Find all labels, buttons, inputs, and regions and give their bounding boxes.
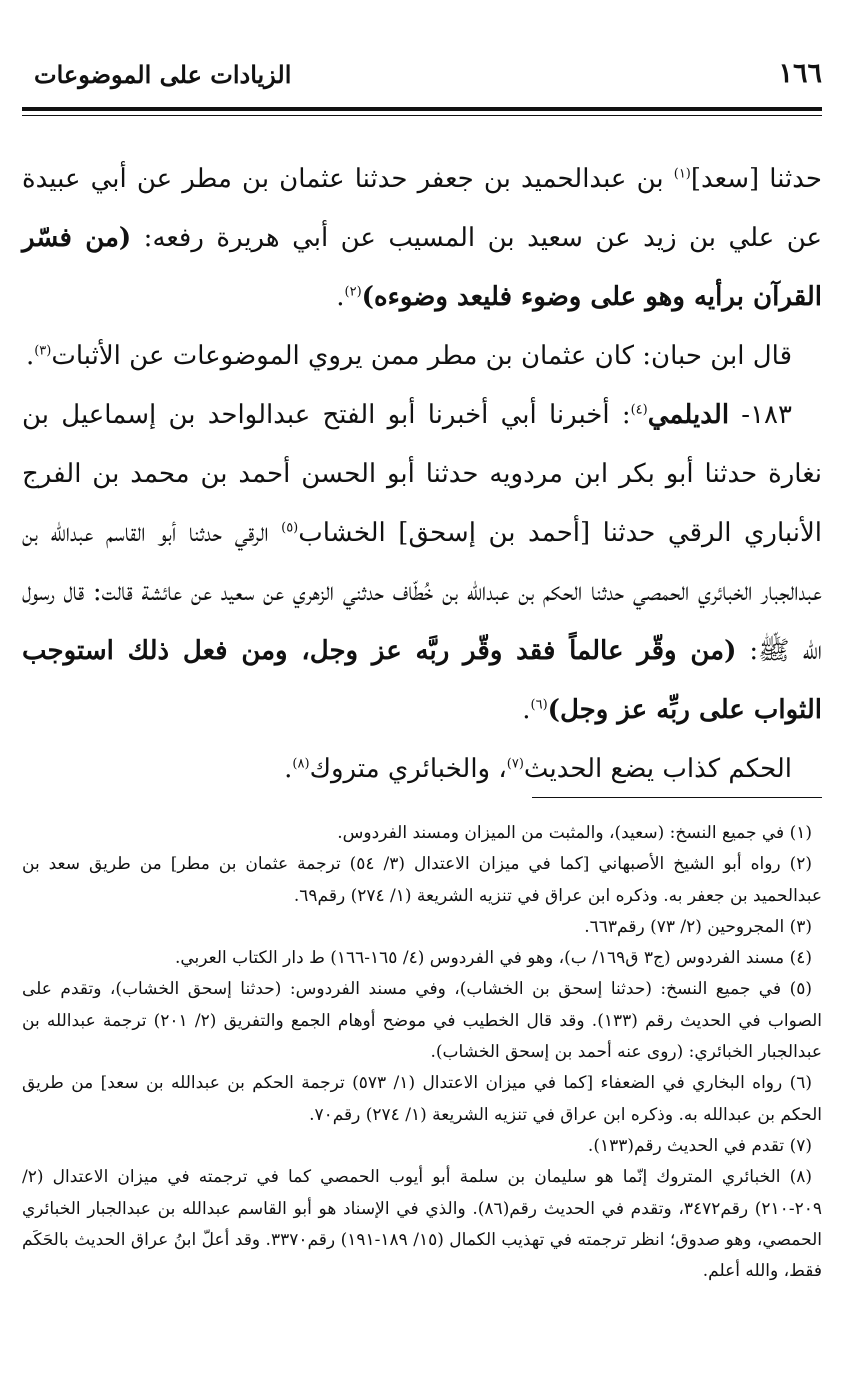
footnote-marker: (٦) xyxy=(530,697,548,713)
footnotes xyxy=(22,818,822,1287)
running-title: الزيادات على الموضوعات xyxy=(34,60,292,89)
text-run: الحكم كذاب يضع الحديث xyxy=(523,754,792,784)
hadith-text: (من فسّر القرآن برأيه وهو على وضوء فليعد وضوءه) xyxy=(22,223,822,312)
footnote-2: (٢) رواه أبو الشيخ الأصبهاني [كما في ميزان الاعتدال (٣/ ٥٤) ترجمة عثمان بن مطر] من طريق سعد بن عبدالحميد بن جعفر به. وذكره ابن عراق في تنزيه الشريعة (١/ ٢٧٤) رقم٦٩. xyxy=(22,854,822,906)
footnote-marker: (١) xyxy=(673,166,691,182)
header-rule-thin xyxy=(22,115,822,116)
footnote-3: (٣) المجروحين (٢/ ٧٣) رقم٦٦٣. xyxy=(584,916,812,937)
text-run: . xyxy=(284,754,293,784)
text-run: قال ابن حبان: كان عثمان بن مطر ممن يروي الموضوعات عن الأثبات xyxy=(51,341,792,371)
page-header xyxy=(22,58,822,98)
text-run: حدثنا [سعد] xyxy=(690,164,822,194)
footnote-4: (٤) مسند الفردوس (ج٣ ق١٦٩/ ب)، وهو في الفردوس (٤/ ١٦٥-١٦٦) ط دار الكتاب العربي. xyxy=(174,948,812,969)
main-text xyxy=(22,150,822,799)
header-rule-thick xyxy=(22,107,822,111)
paragraph-2 xyxy=(22,327,822,386)
paragraph-3 xyxy=(22,386,822,740)
text-run: . xyxy=(25,341,35,371)
text-run: . xyxy=(522,695,531,725)
footnote-1: (١) في جميع النسخ: (سعيد)، والمثبت من الميزان ومسند الفردوس. xyxy=(337,823,812,843)
text-run: : أخبرنا أبي أخبرنا أبو الفتح عبدالواحد بن إسماعيل بن نغارة حدثنا أبو بكر ابن مردويه حدثنا أبو الحسن أحمد بن محمد بن الفرج الأنباري الرقي حدثنا [أحمد بن إسحق] الخشاب xyxy=(22,400,822,548)
footnote-8: (٨) الخبائري المتروك إنّما هو سليمان بن سلمة أبو أيوب الحمصي كما في ترجمته في ميزان الاعتدال (٢/ ٢٠٩-٢١٠) رقم٣٤٧٢، وتقدم في الحديث رقم(٨٦). والذي في الإسناد هو أبو القاسم عبدالله بن عبدالجبار الخبائري الحمصي، وهو صدوق؛ انظر ترجمته في تهذيب الكمال (١٥/ ١٨٩-١٩١) رقم٣٣٧٠. وقد أعلّ ابنُ عراق الحديث بالحَكَم فقط، والله أعلم. xyxy=(22,1167,823,1282)
footnote-marker: (٢) xyxy=(344,284,362,300)
footnote-marker: (٤) xyxy=(630,402,648,418)
text-run: الرقي حدثنا أبو القاسم عبدالله بن عبدالجبار الخبائري الحمصي حدثنا الحكم بن عبدالله بن خُطّاف حدثني الزهري عن سعيد عن عائشة قالت: قال رسول الله ﷺ: xyxy=(22,518,822,666)
entry-number: ١٨٣- xyxy=(729,400,792,430)
source-name: الديلمي xyxy=(647,400,730,430)
footnote-marker: (٧) xyxy=(506,756,524,772)
text-run: . xyxy=(336,282,345,312)
footnote-separator xyxy=(532,797,822,798)
text-run: ، والخبائري متروك xyxy=(309,754,507,784)
footnote-6: (٦) رواه البخاري في الضعفاء [كما في ميزان الاعتدال (١/ ٥٧٣) ترجمة الحكم بن عبدالله بن سعد] من طريق الحكم بن عبدالله به. وذكره ابن عراق في تنزيه الشريعة (١/ ٢٧٤) رقم٧٠. xyxy=(22,1073,822,1125)
page-number: ١٦٦ xyxy=(778,58,822,89)
footnote-marker: (٣) xyxy=(34,343,52,359)
footnote-5: (٥) في جميع النسخ: (حدثنا إسحق بن الخشاب)، وفي مسند الفردوس: (حدثنا إسحق الخشاب)، وتقدم على الصواب في الحديث رقم (١٣٣). وقد قال الخطيب في موضح أوهام الجمع والتفريق (٢/ ٢٠١) ترجمة عبدالله بن عبدالجبار الخبائري: (روى عنه أحمد بن إسحق الخشاب). xyxy=(22,979,823,1063)
paragraph-4 xyxy=(22,740,822,799)
footnote-marker: (٥) xyxy=(281,520,299,536)
footnote-7: (٧) تقدم في الحديث رقم(١٣٣). xyxy=(587,1135,812,1156)
text-run: بن عبدالحميد بن جعفر حدثنا عثمان بن مطر عن أبي عبيدة عن علي بن زيد عن سعيد بن المسيب عن أبي هريرة رفعه: xyxy=(22,164,822,253)
footnote-marker: (٨) xyxy=(292,756,310,772)
hadith-text: (من وقّر عالماً فقد وقّر ربَّه عز وجل، ومن فعل ذلك استوجب الثواب على ربِّه عز وجل) xyxy=(22,636,822,725)
paragraph-1 xyxy=(22,150,822,327)
